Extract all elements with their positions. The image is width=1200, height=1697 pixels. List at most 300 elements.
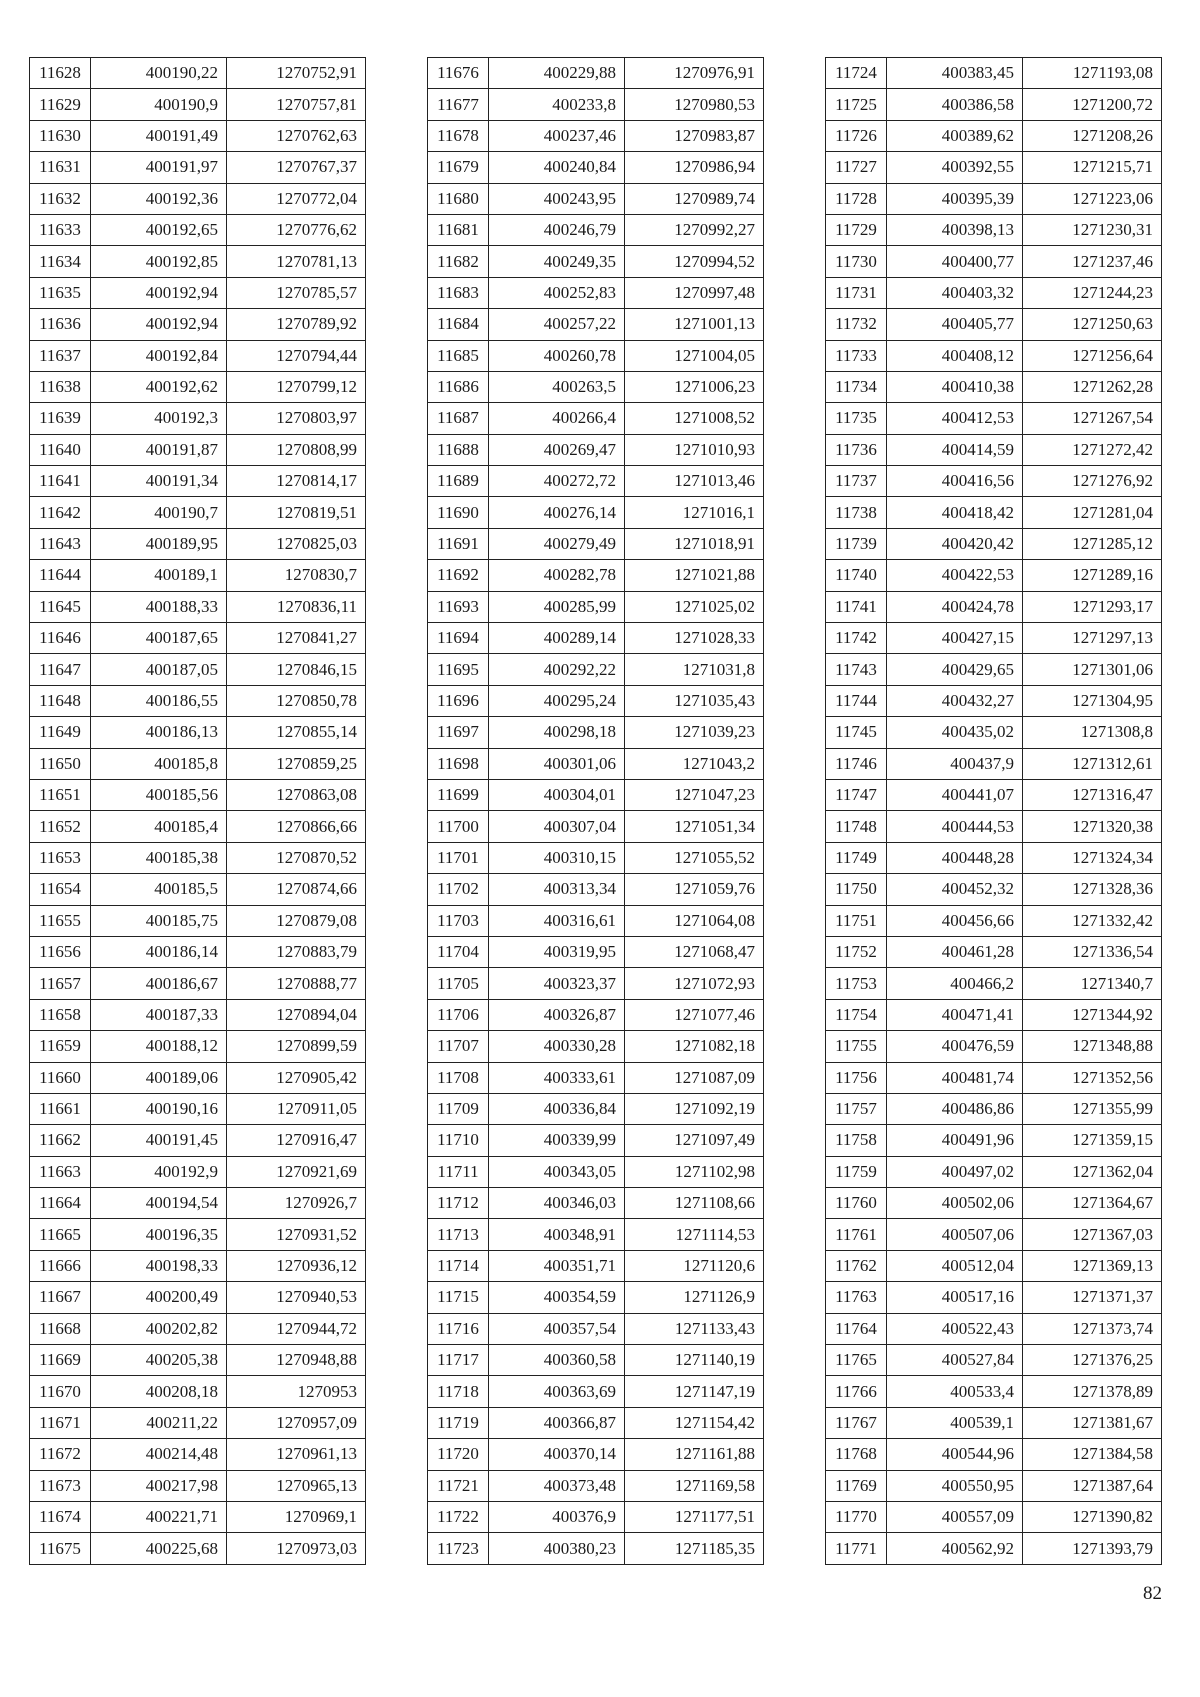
x-coordinate-cell: 400185,4	[91, 811, 227, 842]
x-coordinate-cell: 400414,59	[887, 434, 1023, 465]
table-row	[428, 403, 764, 434]
y-coordinate-cell: 1271120,6	[625, 1250, 764, 1281]
y-coordinate-cell: 1271126,9	[625, 1282, 764, 1313]
x-coordinate-cell: 400192,85	[91, 246, 227, 277]
table-row	[826, 371, 1162, 402]
y-coordinate-cell: 1270973,03	[227, 1533, 366, 1564]
x-coordinate-cell: 400562,92	[887, 1533, 1023, 1564]
table-row	[30, 1470, 366, 1501]
x-coordinate-cell: 400186,67	[91, 968, 227, 999]
table-row	[30, 1533, 366, 1564]
x-coordinate-cell: 400192,94	[91, 277, 227, 308]
x-coordinate-cell: 400466,2	[887, 968, 1023, 999]
y-coordinate-cell: 1270953	[227, 1376, 366, 1407]
table-row	[826, 528, 1162, 559]
y-coordinate-cell: 1271051,34	[625, 811, 764, 842]
y-coordinate-cell: 1271013,46	[625, 466, 764, 497]
table-row	[826, 842, 1162, 873]
table-row	[826, 497, 1162, 528]
x-coordinate-cell: 400376,9	[489, 1501, 625, 1532]
point-number-cell: 11721	[428, 1470, 489, 1501]
table-row	[428, 246, 764, 277]
point-number-cell: 11746	[826, 748, 887, 779]
point-number-cell: 11676	[428, 58, 489, 89]
table-row	[30, 434, 366, 465]
table-row	[826, 1031, 1162, 1062]
y-coordinate-cell: 1271230,31	[1023, 214, 1162, 245]
table-row	[428, 1282, 764, 1313]
y-coordinate-cell: 1271369,13	[1023, 1250, 1162, 1281]
y-coordinate-cell: 1270870,52	[227, 842, 366, 873]
y-coordinate-cell: 1270997,48	[625, 277, 764, 308]
point-number-cell: 11663	[30, 1156, 91, 1187]
x-coordinate-cell: 400194,54	[91, 1188, 227, 1219]
point-number-cell: 11644	[30, 560, 91, 591]
x-coordinate-cell: 400192,3	[91, 403, 227, 434]
y-coordinate-cell: 1270855,14	[227, 717, 366, 748]
x-coordinate-cell: 400225,68	[91, 1533, 227, 1564]
table-row	[30, 340, 366, 371]
x-coordinate-cell: 400471,41	[887, 999, 1023, 1030]
x-coordinate-cell: 400190,7	[91, 497, 227, 528]
point-number-cell: 11750	[826, 874, 887, 905]
x-coordinate-cell: 400243,95	[489, 183, 625, 214]
x-coordinate-cell: 400512,04	[887, 1250, 1023, 1281]
y-coordinate-cell: 1271348,88	[1023, 1031, 1162, 1062]
y-coordinate-cell: 1270948,88	[227, 1345, 366, 1376]
x-coordinate-cell: 400476,59	[887, 1031, 1023, 1062]
point-number-cell: 11727	[826, 152, 887, 183]
y-coordinate-cell: 1270808,99	[227, 434, 366, 465]
x-coordinate-cell: 400192,62	[91, 371, 227, 402]
point-number-cell: 11740	[826, 560, 887, 591]
y-coordinate-cell: 1270772,04	[227, 183, 366, 214]
point-number-cell: 11668	[30, 1313, 91, 1344]
table-row	[30, 371, 366, 402]
table-row	[826, 1313, 1162, 1344]
y-coordinate-cell: 1270762,63	[227, 120, 366, 151]
y-coordinate-cell: 1271043,2	[625, 748, 764, 779]
point-number-cell: 11724	[826, 58, 887, 89]
table-row	[428, 1062, 764, 1093]
table-row	[826, 1062, 1162, 1093]
table-row	[428, 1093, 764, 1124]
table-row	[826, 183, 1162, 214]
y-coordinate-cell: 1271008,52	[625, 403, 764, 434]
y-coordinate-cell: 1271320,38	[1023, 811, 1162, 842]
table-row	[826, 874, 1162, 905]
table-row	[428, 1031, 764, 1062]
y-coordinate-cell: 1271102,98	[625, 1156, 764, 1187]
x-coordinate-cell: 400370,14	[489, 1439, 625, 1470]
y-coordinate-cell: 1271114,53	[625, 1219, 764, 1250]
y-coordinate-cell: 1270830,7	[227, 560, 366, 591]
point-number-cell: 11764	[826, 1313, 887, 1344]
x-coordinate-cell: 400185,56	[91, 779, 227, 810]
point-number-cell: 11709	[428, 1093, 489, 1124]
x-coordinate-cell: 400557,09	[887, 1501, 1023, 1532]
x-coordinate-cell: 400544,96	[887, 1439, 1023, 1470]
table-row	[428, 1250, 764, 1281]
x-coordinate-cell: 400307,04	[489, 811, 625, 842]
point-number-cell: 11710	[428, 1125, 489, 1156]
coordinates-table-1	[29, 57, 366, 1565]
x-coordinate-cell: 400269,47	[489, 434, 625, 465]
table-row	[30, 1125, 366, 1156]
y-coordinate-cell: 1271039,23	[625, 717, 764, 748]
y-coordinate-cell: 1270992,27	[625, 214, 764, 245]
point-number-cell: 11642	[30, 497, 91, 528]
point-number-cell: 11670	[30, 1376, 91, 1407]
x-coordinate-cell: 400398,13	[887, 214, 1023, 245]
point-number-cell: 11736	[826, 434, 887, 465]
point-number-cell: 11760	[826, 1188, 887, 1219]
point-number-cell: 11647	[30, 654, 91, 685]
point-number-cell: 11755	[826, 1031, 887, 1062]
x-coordinate-cell: 400292,22	[489, 654, 625, 685]
x-coordinate-cell: 400233,8	[489, 89, 625, 120]
y-coordinate-cell: 1271097,49	[625, 1125, 764, 1156]
point-number-cell: 11703	[428, 905, 489, 936]
table-row	[826, 1125, 1162, 1156]
table-row	[826, 309, 1162, 340]
point-number-cell: 11717	[428, 1345, 489, 1376]
y-coordinate-cell: 1271237,46	[1023, 246, 1162, 277]
point-number-cell: 11758	[826, 1125, 887, 1156]
point-number-cell: 11733	[826, 340, 887, 371]
point-number-cell: 11723	[428, 1533, 489, 1564]
table-row	[826, 1439, 1162, 1470]
point-number-cell: 11695	[428, 654, 489, 685]
point-number-cell: 11707	[428, 1031, 489, 1062]
x-coordinate-cell: 400491,96	[887, 1125, 1023, 1156]
x-coordinate-cell: 400435,02	[887, 717, 1023, 748]
x-coordinate-cell: 400217,98	[91, 1470, 227, 1501]
x-coordinate-cell: 400192,65	[91, 214, 227, 245]
x-coordinate-cell: 400200,49	[91, 1282, 227, 1313]
point-number-cell: 11698	[428, 748, 489, 779]
point-number-cell: 11744	[826, 685, 887, 716]
table-row	[428, 811, 764, 842]
table-row	[30, 591, 366, 622]
point-number-cell: 11664	[30, 1188, 91, 1219]
y-coordinate-cell: 1271006,23	[625, 371, 764, 402]
point-number-cell: 11769	[826, 1470, 887, 1501]
table-row	[826, 277, 1162, 308]
point-number-cell: 11637	[30, 340, 91, 371]
point-number-cell: 11763	[826, 1282, 887, 1313]
x-coordinate-cell: 400412,53	[887, 403, 1023, 434]
y-coordinate-cell: 1270799,12	[227, 371, 366, 402]
point-number-cell: 11719	[428, 1407, 489, 1438]
y-coordinate-cell: 1271297,13	[1023, 623, 1162, 654]
point-number-cell: 11762	[826, 1250, 887, 1281]
table-row	[826, 1219, 1162, 1250]
x-coordinate-cell: 400330,28	[489, 1031, 625, 1062]
table-row	[30, 936, 366, 967]
y-coordinate-cell: 1271169,58	[625, 1470, 764, 1501]
point-number-cell: 11649	[30, 717, 91, 748]
table-row	[30, 999, 366, 1030]
point-number-cell: 11689	[428, 466, 489, 497]
point-number-cell: 11641	[30, 466, 91, 497]
y-coordinate-cell: 1271140,19	[625, 1345, 764, 1376]
table-row	[428, 1470, 764, 1501]
x-coordinate-cell: 400422,53	[887, 560, 1023, 591]
y-coordinate-cell: 1270846,15	[227, 654, 366, 685]
y-coordinate-cell: 1270841,27	[227, 623, 366, 654]
x-coordinate-cell: 400295,24	[489, 685, 625, 716]
point-number-cell: 11632	[30, 183, 91, 214]
x-coordinate-cell: 400205,38	[91, 1345, 227, 1376]
point-number-cell: 11734	[826, 371, 887, 402]
y-coordinate-cell: 1270916,47	[227, 1125, 366, 1156]
x-coordinate-cell: 400533,4	[887, 1376, 1023, 1407]
table-row	[826, 1093, 1162, 1124]
table-row	[30, 1282, 366, 1313]
x-coordinate-cell: 400191,87	[91, 434, 227, 465]
y-coordinate-cell: 1271055,52	[625, 842, 764, 873]
y-coordinate-cell: 1270899,59	[227, 1031, 366, 1062]
x-coordinate-cell: 400214,48	[91, 1439, 227, 1470]
y-coordinate-cell: 1270969,1	[227, 1501, 366, 1532]
y-coordinate-cell: 1271068,47	[625, 936, 764, 967]
point-number-cell: 11697	[428, 717, 489, 748]
point-number-cell: 11679	[428, 152, 489, 183]
table-row	[428, 58, 764, 89]
point-number-cell: 11720	[428, 1439, 489, 1470]
point-number-cell: 11748	[826, 811, 887, 842]
x-coordinate-cell: 400289,14	[489, 623, 625, 654]
table-row	[826, 1282, 1162, 1313]
table-row	[826, 214, 1162, 245]
point-number-cell: 11629	[30, 89, 91, 120]
table-row	[826, 936, 1162, 967]
x-coordinate-cell: 400420,42	[887, 528, 1023, 559]
table-row	[30, 183, 366, 214]
point-number-cell: 11631	[30, 152, 91, 183]
y-coordinate-cell: 1270965,13	[227, 1470, 366, 1501]
x-coordinate-cell: 400323,37	[489, 968, 625, 999]
x-coordinate-cell: 400304,01	[489, 779, 625, 810]
table-row	[30, 874, 366, 905]
x-coordinate-cell: 400486,86	[887, 1093, 1023, 1124]
y-coordinate-cell: 1270961,13	[227, 1439, 366, 1470]
y-coordinate-cell: 1271381,67	[1023, 1407, 1162, 1438]
point-number-cell: 11718	[428, 1376, 489, 1407]
point-number-cell: 11741	[826, 591, 887, 622]
point-number-cell: 11692	[428, 560, 489, 591]
point-number-cell: 11661	[30, 1093, 91, 1124]
table-row	[30, 1219, 366, 1250]
point-number-cell: 11674	[30, 1501, 91, 1532]
table-row	[428, 1219, 764, 1250]
y-coordinate-cell: 1271016,1	[625, 497, 764, 528]
table-row	[428, 466, 764, 497]
y-coordinate-cell: 1270980,53	[625, 89, 764, 120]
y-coordinate-cell: 1270879,08	[227, 905, 366, 936]
y-coordinate-cell: 1270921,69	[227, 1156, 366, 1187]
y-coordinate-cell: 1271336,54	[1023, 936, 1162, 967]
table-row	[30, 1376, 366, 1407]
table-row	[428, 748, 764, 779]
y-coordinate-cell: 1271359,15	[1023, 1125, 1162, 1156]
x-coordinate-cell: 400522,43	[887, 1313, 1023, 1344]
table-row	[30, 1345, 366, 1376]
x-coordinate-cell: 400188,12	[91, 1031, 227, 1062]
point-number-cell: 11645	[30, 591, 91, 622]
point-number-cell: 11671	[30, 1407, 91, 1438]
y-coordinate-cell: 1271285,12	[1023, 528, 1162, 559]
point-number-cell: 11735	[826, 403, 887, 434]
y-coordinate-cell: 1271092,19	[625, 1093, 764, 1124]
y-coordinate-cell: 1271304,95	[1023, 685, 1162, 716]
table-row	[30, 1501, 366, 1532]
x-coordinate-cell: 400403,32	[887, 277, 1023, 308]
y-coordinate-cell: 1271082,18	[625, 1031, 764, 1062]
y-coordinate-cell: 1270883,79	[227, 936, 366, 967]
table-row	[428, 685, 764, 716]
y-coordinate-cell: 1271018,91	[625, 528, 764, 559]
y-coordinate-cell: 1270825,03	[227, 528, 366, 559]
point-number-cell: 11708	[428, 1062, 489, 1093]
x-coordinate-cell: 400507,06	[887, 1219, 1023, 1250]
point-number-cell: 11743	[826, 654, 887, 685]
x-coordinate-cell: 400348,91	[489, 1219, 625, 1250]
y-coordinate-cell: 1271208,26	[1023, 120, 1162, 151]
table-row	[428, 591, 764, 622]
x-coordinate-cell: 400192,36	[91, 183, 227, 214]
x-coordinate-cell: 400408,12	[887, 340, 1023, 371]
x-coordinate-cell: 400266,4	[489, 403, 625, 434]
x-coordinate-cell: 400432,27	[887, 685, 1023, 716]
y-coordinate-cell: 1271108,66	[625, 1188, 764, 1219]
point-number-cell: 11753	[826, 968, 887, 999]
y-coordinate-cell: 1270803,97	[227, 403, 366, 434]
table-row	[428, 560, 764, 591]
table-row	[428, 1533, 764, 1564]
x-coordinate-cell: 400481,74	[887, 1062, 1023, 1093]
x-coordinate-cell: 400392,55	[887, 152, 1023, 183]
table-row	[30, 685, 366, 716]
table-row	[30, 748, 366, 779]
x-coordinate-cell: 400395,39	[887, 183, 1023, 214]
point-number-cell: 11761	[826, 1219, 887, 1250]
point-number-cell: 11636	[30, 309, 91, 340]
table-row	[826, 340, 1162, 371]
point-number-cell: 11713	[428, 1219, 489, 1250]
point-number-cell: 11700	[428, 811, 489, 842]
y-coordinate-cell: 1271185,35	[625, 1533, 764, 1564]
y-coordinate-cell: 1271373,74	[1023, 1313, 1162, 1344]
y-coordinate-cell: 1270752,91	[227, 58, 366, 89]
x-coordinate-cell: 400208,18	[91, 1376, 227, 1407]
point-number-cell: 11729	[826, 214, 887, 245]
point-number-cell: 11754	[826, 999, 887, 1030]
table-row	[428, 1188, 764, 1219]
y-coordinate-cell: 1271200,72	[1023, 89, 1162, 120]
table-row	[428, 183, 764, 214]
y-coordinate-cell: 1271378,89	[1023, 1376, 1162, 1407]
y-coordinate-cell: 1271328,36	[1023, 874, 1162, 905]
point-number-cell: 11682	[428, 246, 489, 277]
table-row	[428, 1376, 764, 1407]
point-number-cell: 11690	[428, 497, 489, 528]
table-row	[826, 968, 1162, 999]
point-number-cell: 11739	[826, 528, 887, 559]
table-row	[826, 1470, 1162, 1501]
y-coordinate-cell: 1271281,04	[1023, 497, 1162, 528]
y-coordinate-cell: 1271004,05	[625, 340, 764, 371]
point-number-cell: 11656	[30, 936, 91, 967]
y-coordinate-cell: 1271031,8	[625, 654, 764, 685]
y-coordinate-cell: 1271272,42	[1023, 434, 1162, 465]
x-coordinate-cell: 400191,49	[91, 120, 227, 151]
table-row	[826, 1188, 1162, 1219]
table-row	[30, 58, 366, 89]
x-coordinate-cell: 400354,59	[489, 1282, 625, 1313]
table-row	[30, 905, 366, 936]
x-coordinate-cell: 400517,16	[887, 1282, 1023, 1313]
x-coordinate-cell: 400260,78	[489, 340, 625, 371]
table-row	[30, 214, 366, 245]
point-number-cell: 11687	[428, 403, 489, 434]
y-coordinate-cell: 1271193,08	[1023, 58, 1162, 89]
y-coordinate-cell: 1270836,11	[227, 591, 366, 622]
point-number-cell: 11651	[30, 779, 91, 810]
y-coordinate-cell: 1270936,12	[227, 1250, 366, 1281]
y-coordinate-cell: 1271301,06	[1023, 654, 1162, 685]
table-row	[30, 403, 366, 434]
table-row	[428, 152, 764, 183]
table-row	[826, 434, 1162, 465]
x-coordinate-cell: 400380,23	[489, 1533, 625, 1564]
point-number-cell: 11638	[30, 371, 91, 402]
point-number-cell: 11675	[30, 1533, 91, 1564]
coordinates-table-2	[427, 57, 764, 1565]
table-row	[30, 246, 366, 277]
point-number-cell: 11738	[826, 497, 887, 528]
y-coordinate-cell: 1270776,62	[227, 214, 366, 245]
x-coordinate-cell: 400389,62	[887, 120, 1023, 151]
table-row	[30, 1188, 366, 1219]
point-number-cell: 11646	[30, 623, 91, 654]
table-row	[30, 1031, 366, 1062]
point-number-cell: 11722	[428, 1501, 489, 1532]
x-coordinate-cell: 400452,32	[887, 874, 1023, 905]
point-number-cell: 11745	[826, 717, 887, 748]
x-coordinate-cell: 400191,45	[91, 1125, 227, 1156]
y-coordinate-cell: 1270794,44	[227, 340, 366, 371]
table-row	[428, 623, 764, 654]
x-coordinate-cell: 400187,05	[91, 654, 227, 685]
point-number-cell: 11691	[428, 528, 489, 559]
table-row	[428, 936, 764, 967]
point-number-cell: 11684	[428, 309, 489, 340]
x-coordinate-cell: 400416,56	[887, 466, 1023, 497]
point-number-cell: 11715	[428, 1282, 489, 1313]
y-coordinate-cell: 1270940,53	[227, 1282, 366, 1313]
point-number-cell: 11628	[30, 58, 91, 89]
table-row	[30, 497, 366, 528]
table-row	[826, 246, 1162, 277]
y-coordinate-cell: 1271059,76	[625, 874, 764, 905]
y-coordinate-cell: 1271293,17	[1023, 591, 1162, 622]
point-number-cell: 11732	[826, 309, 887, 340]
point-number-cell: 11747	[826, 779, 887, 810]
y-coordinate-cell: 1270894,04	[227, 999, 366, 1030]
x-coordinate-cell: 400187,65	[91, 623, 227, 654]
